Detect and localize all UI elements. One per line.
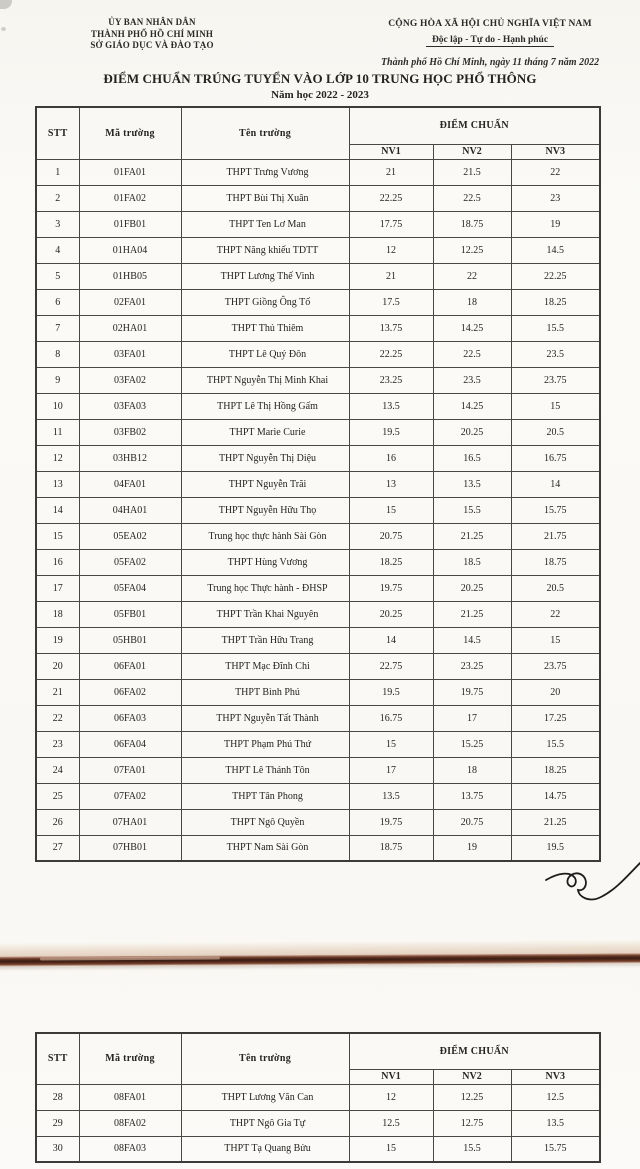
school-name: Trung học thực hành Sài Gòn xyxy=(181,523,349,549)
score-nv1: 21 xyxy=(349,263,433,289)
col-header-nv3: NV3 xyxy=(511,1069,600,1084)
school-name: THPT Hùng Vương xyxy=(181,549,349,575)
score-nv1: 15 xyxy=(349,1136,433,1162)
school-name: THPT Tân Phong xyxy=(181,783,349,809)
score-nv2: 20.25 xyxy=(433,575,511,601)
table-row xyxy=(36,575,600,601)
table-row xyxy=(36,159,600,185)
school-code: 01HA04 xyxy=(79,237,181,263)
school-name: THPT Năng khiếu TDTT xyxy=(181,237,349,263)
school-code: 03HB12 xyxy=(79,445,181,471)
score-nv3: 15.75 xyxy=(511,497,600,523)
school-name: THPT Marie Curie xyxy=(181,419,349,445)
score-nv1: 22.25 xyxy=(349,341,433,367)
score-nv2: 18 xyxy=(433,289,511,315)
score-nv3: 22 xyxy=(511,159,600,185)
table-row xyxy=(36,783,600,809)
school-name: THPT Lương Thế Vinh xyxy=(181,263,349,289)
table-row xyxy=(36,1084,600,1110)
score-nv2: 22.5 xyxy=(433,185,511,211)
score-nv3: 19 xyxy=(511,211,600,237)
school-code: 08FA01 xyxy=(79,1084,181,1110)
row-stt: 8 xyxy=(36,341,79,367)
school-name: THPT Tạ Quang Bửu xyxy=(181,1136,349,1162)
school-name: THPT Lương Văn Can xyxy=(181,1084,349,1110)
school-name: THPT Nguyễn Hữu Thọ xyxy=(181,497,349,523)
row-stt: 30 xyxy=(36,1136,79,1162)
row-stt: 10 xyxy=(36,393,79,419)
col-header-nv1: NV1 xyxy=(349,144,433,159)
score-nv2: 17 xyxy=(433,705,511,731)
table-row xyxy=(36,185,600,211)
score-nv3: 22.25 xyxy=(511,263,600,289)
score-nv3: 13.5 xyxy=(511,1110,600,1136)
school-name: THPT Lê Thị Hồng Gấm xyxy=(181,393,349,419)
score-nv1: 23.25 xyxy=(349,367,433,393)
col-header-name: Tên trường xyxy=(181,1033,349,1084)
score-nv2: 23.25 xyxy=(433,653,511,679)
row-stt: 19 xyxy=(36,627,79,653)
score-nv3: 14.75 xyxy=(511,783,600,809)
row-stt: 20 xyxy=(36,653,79,679)
score-nv1: 12 xyxy=(349,237,433,263)
score-nv1: 20.75 xyxy=(349,523,433,549)
score-nv1: 12 xyxy=(349,1084,433,1110)
score-nv3: 21.75 xyxy=(511,523,600,549)
school-name: THPT Lê Thánh Tôn xyxy=(181,757,349,783)
document-title: ĐIỂM CHUẨN TRÚNG TUYỂN VÀO LỚP 10 TRUNG HỌC PHỔ THÔNG xyxy=(103,71,537,86)
table-row xyxy=(36,653,600,679)
table-row xyxy=(36,757,600,783)
score-nv2: 21.25 xyxy=(433,523,511,549)
score-nv2: 18.75 xyxy=(433,211,511,237)
row-stt: 13 xyxy=(36,471,79,497)
table-row xyxy=(36,237,600,263)
score-nv2: 14.25 xyxy=(433,315,511,341)
table-body-page2 xyxy=(36,1084,600,1162)
national-header-block xyxy=(356,19,624,47)
table-row xyxy=(36,497,600,523)
school-code: 05FA02 xyxy=(79,549,181,575)
table-row xyxy=(36,1136,600,1162)
score-nv1: 18.75 xyxy=(349,835,433,861)
score-nv2: 22 xyxy=(433,263,511,289)
score-nv3: 18.25 xyxy=(511,757,600,783)
school-code: 06FA04 xyxy=(79,731,181,757)
score-nv3: 12.5 xyxy=(511,1084,600,1110)
school-code: 07FA02 xyxy=(79,783,181,809)
row-stt: 28 xyxy=(36,1084,79,1110)
school-code: 05HB01 xyxy=(79,627,181,653)
issuing-agency-block xyxy=(38,17,266,52)
school-code: 07HB01 xyxy=(79,835,181,861)
school-name: THPT Ngô Gia Tự xyxy=(181,1110,349,1136)
score-nv1: 21 xyxy=(349,159,433,185)
table-row xyxy=(36,601,600,627)
school-code: 06FA01 xyxy=(79,653,181,679)
score-nv2: 13.5 xyxy=(433,471,511,497)
school-name: THPT Nguyễn Tất Thành xyxy=(181,705,349,731)
score-nv1: 22.25 xyxy=(349,185,433,211)
score-nv2: 12.25 xyxy=(433,1084,511,1110)
score-nv2: 19 xyxy=(433,835,511,861)
score-nv2: 15.25 xyxy=(433,731,511,757)
row-stt: 24 xyxy=(36,757,79,783)
score-nv3: 15.5 xyxy=(511,315,600,341)
score-nv2: 15.5 xyxy=(433,497,511,523)
issuer-line-2: THÀNH PHỐ HỒ CHÍ MINH xyxy=(90,28,214,39)
col-header-nv2: NV2 xyxy=(433,144,511,159)
score-nv1: 19.75 xyxy=(349,575,433,601)
row-stt: 7 xyxy=(36,315,79,341)
school-name: THPT Trưng Vương xyxy=(181,159,349,185)
school-name: THPT Ngô Quyền xyxy=(181,809,349,835)
score-nv1: 17.75 xyxy=(349,211,433,237)
score-nv2: 16.5 xyxy=(433,445,511,471)
score-nv3: 23.75 xyxy=(511,367,600,393)
score-nv1: 20.25 xyxy=(349,601,433,627)
school-name: THPT Ten Lơ Man xyxy=(181,211,349,237)
score-nv2: 23.5 xyxy=(433,367,511,393)
score-nv1: 14 xyxy=(349,627,433,653)
row-stt: 27 xyxy=(36,835,79,861)
school-name: THPT Trần Khai Nguyên xyxy=(181,601,349,627)
score-nv3: 21.25 xyxy=(511,809,600,835)
score-nv1: 17.5 xyxy=(349,289,433,315)
table-row xyxy=(36,523,600,549)
scores-table-page2 xyxy=(35,1032,601,1163)
row-stt: 18 xyxy=(36,601,79,627)
score-nv2: 15.5 xyxy=(433,1136,511,1162)
score-nv2: 12.25 xyxy=(433,237,511,263)
table-row xyxy=(36,263,600,289)
table-row xyxy=(36,731,600,757)
school-code: 01FA01 xyxy=(79,159,181,185)
score-nv3: 14.5 xyxy=(511,237,600,263)
score-nv1: 13 xyxy=(349,471,433,497)
col-header-nv2: NV2 xyxy=(433,1069,511,1084)
school-code: 03FB02 xyxy=(79,419,181,445)
score-nv1: 22.75 xyxy=(349,653,433,679)
row-stt: 17 xyxy=(36,575,79,601)
school-code: 01FB01 xyxy=(79,211,181,237)
score-nv1: 17 xyxy=(349,757,433,783)
table-row xyxy=(36,471,600,497)
school-code: 04FA01 xyxy=(79,471,181,497)
score-nv1: 16 xyxy=(349,445,433,471)
row-stt: 29 xyxy=(36,1110,79,1136)
score-nv3: 23.75 xyxy=(511,653,600,679)
school-code: 08FA02 xyxy=(79,1110,181,1136)
row-stt: 3 xyxy=(36,211,79,237)
score-nv1: 19.5 xyxy=(349,419,433,445)
row-stt: 21 xyxy=(36,679,79,705)
table-body-page1 xyxy=(36,159,600,861)
score-nv3: 20.5 xyxy=(511,419,600,445)
score-nv2: 12.75 xyxy=(433,1110,511,1136)
score-nv3: 15.5 xyxy=(511,731,600,757)
school-name: THPT Bùi Thị Xuân xyxy=(181,185,349,211)
score-nv3: 15.75 xyxy=(511,1136,600,1162)
row-stt: 14 xyxy=(36,497,79,523)
score-nv3: 16.75 xyxy=(511,445,600,471)
table-row xyxy=(36,315,600,341)
score-nv3: 22 xyxy=(511,601,600,627)
school-code: 03FA02 xyxy=(79,367,181,393)
scan-corner-artifact xyxy=(0,0,12,9)
score-nv3: 15 xyxy=(511,393,600,419)
school-name: THPT Nguyễn Thị Minh Khai xyxy=(181,367,349,393)
score-nv3: 23.5 xyxy=(511,341,600,367)
col-header-code: Mã trường xyxy=(79,107,181,159)
school-name: THPT Mạc Đĩnh Chi xyxy=(181,653,349,679)
row-stt: 6 xyxy=(36,289,79,315)
score-nv1: 13.5 xyxy=(349,393,433,419)
row-stt: 12 xyxy=(36,445,79,471)
score-nv3: 19.5 xyxy=(511,835,600,861)
score-nv2: 21.25 xyxy=(433,601,511,627)
score-nv2: 22.5 xyxy=(433,341,511,367)
table-row xyxy=(36,211,600,237)
score-nv3: 17.25 xyxy=(511,705,600,731)
table-row xyxy=(36,705,600,731)
school-name: THPT Thủ Thiêm xyxy=(181,315,349,341)
col-header-nv1: NV1 xyxy=(349,1069,433,1084)
national-motto: Độc lập - Tự do - Hạnh phúc xyxy=(426,35,554,47)
table-row xyxy=(36,419,600,445)
score-nv1: 15 xyxy=(349,497,433,523)
row-stt: 16 xyxy=(36,549,79,575)
score-nv3: 18.75 xyxy=(511,549,600,575)
row-stt: 26 xyxy=(36,809,79,835)
table-row xyxy=(36,549,600,575)
score-nv2: 19.75 xyxy=(433,679,511,705)
school-name: THPT Giồng Ông Tố xyxy=(181,289,349,315)
school-name: THPT Nguyễn Thị Diệu xyxy=(181,445,349,471)
table-row xyxy=(36,809,600,835)
table-row xyxy=(36,627,600,653)
score-nv1: 19.5 xyxy=(349,679,433,705)
school-name: THPT Nguyễn Trãi xyxy=(181,471,349,497)
row-stt: 1 xyxy=(36,159,79,185)
col-header-nv3: NV3 xyxy=(511,144,600,159)
signature-mark xyxy=(498,855,640,913)
row-stt: 15 xyxy=(36,523,79,549)
table-row xyxy=(36,1110,600,1136)
score-nv2: 18.5 xyxy=(433,549,511,575)
score-nv2: 21.5 xyxy=(433,159,511,185)
score-nv2: 14.25 xyxy=(433,393,511,419)
dateline: Thành phố Hồ Chí Minh, ngày 11 tháng 7 năm 2022 xyxy=(380,57,600,68)
score-nv2: 14.5 xyxy=(433,627,511,653)
score-nv1: 19.75 xyxy=(349,809,433,835)
col-header-score-group: ĐIỂM CHUẨN xyxy=(349,1033,600,1069)
score-nv1: 16.75 xyxy=(349,705,433,731)
table-row xyxy=(36,445,600,471)
school-code: 07FA01 xyxy=(79,757,181,783)
school-code: 01HB05 xyxy=(79,263,181,289)
row-stt: 23 xyxy=(36,731,79,757)
col-header-code: Mã trường xyxy=(79,1033,181,1084)
issuer-line-3: SỞ GIÁO DỤC VÀ ĐÀO TẠO xyxy=(90,40,214,50)
col-header-stt: STT xyxy=(36,107,79,159)
scan-edge-artifact xyxy=(1,27,6,31)
score-nv3: 18.25 xyxy=(511,289,600,315)
school-code: 02HA01 xyxy=(79,315,181,341)
school-code: 06FA03 xyxy=(79,705,181,731)
scores-table-page1 xyxy=(35,106,601,862)
col-header-score-group: ĐIỂM CHUẨN xyxy=(349,107,600,144)
document-subtitle: Năm học 2022 - 2023 xyxy=(271,89,369,101)
row-stt: 5 xyxy=(36,263,79,289)
school-name: THPT Bình Phú xyxy=(181,679,349,705)
row-stt: 11 xyxy=(36,419,79,445)
score-nv2: 18 xyxy=(433,757,511,783)
school-name: THPT Nam Sài Gòn xyxy=(181,835,349,861)
table-row xyxy=(36,679,600,705)
issuer-line-1: ỦY BAN NHÂN DÂN xyxy=(108,17,196,27)
score-nv3: 23 xyxy=(511,185,600,211)
school-code: 08FA03 xyxy=(79,1136,181,1162)
col-header-name: Tên trường xyxy=(181,107,349,159)
school-code: 01FA02 xyxy=(79,185,181,211)
school-name: THPT Lê Quý Đôn xyxy=(181,341,349,367)
score-nv3: 20 xyxy=(511,679,600,705)
score-nv2: 13.75 xyxy=(433,783,511,809)
score-nv1: 13.75 xyxy=(349,315,433,341)
score-nv1: 13.5 xyxy=(349,783,433,809)
school-code: 06FA02 xyxy=(79,679,181,705)
row-stt: 25 xyxy=(36,783,79,809)
school-name: THPT Phạm Phú Thứ xyxy=(181,731,349,757)
row-stt: 22 xyxy=(36,705,79,731)
score-nv2: 20.75 xyxy=(433,809,511,835)
school-code: 03FA03 xyxy=(79,393,181,419)
school-code: 03FA01 xyxy=(79,341,181,367)
score-nv1: 18.25 xyxy=(349,549,433,575)
school-code: 05FA04 xyxy=(79,575,181,601)
table-row xyxy=(36,289,600,315)
republic-title: CỘNG HÒA XÃ HỘI CHỦ NGHĨA VIỆT NAM xyxy=(388,19,592,29)
school-code: 04HA01 xyxy=(79,497,181,523)
score-nv3: 15 xyxy=(511,627,600,653)
school-code: 05FB01 xyxy=(79,601,181,627)
row-stt: 4 xyxy=(36,237,79,263)
table-row xyxy=(36,367,600,393)
row-stt: 2 xyxy=(36,185,79,211)
score-nv3: 20.5 xyxy=(511,575,600,601)
table-row xyxy=(36,341,600,367)
score-nv3: 14 xyxy=(511,471,600,497)
school-name: Trung học Thực hành - ĐHSP xyxy=(181,575,349,601)
school-code: 02FA01 xyxy=(79,289,181,315)
score-nv1: 15 xyxy=(349,731,433,757)
row-stt: 9 xyxy=(36,367,79,393)
school-name: THPT Trần Hữu Trang xyxy=(181,627,349,653)
table-row xyxy=(36,393,600,419)
school-code: 05EA02 xyxy=(79,523,181,549)
school-code: 07HA01 xyxy=(79,809,181,835)
col-header-stt: STT xyxy=(36,1033,79,1084)
score-nv2: 20.25 xyxy=(433,419,511,445)
score-nv1: 12.5 xyxy=(349,1110,433,1136)
